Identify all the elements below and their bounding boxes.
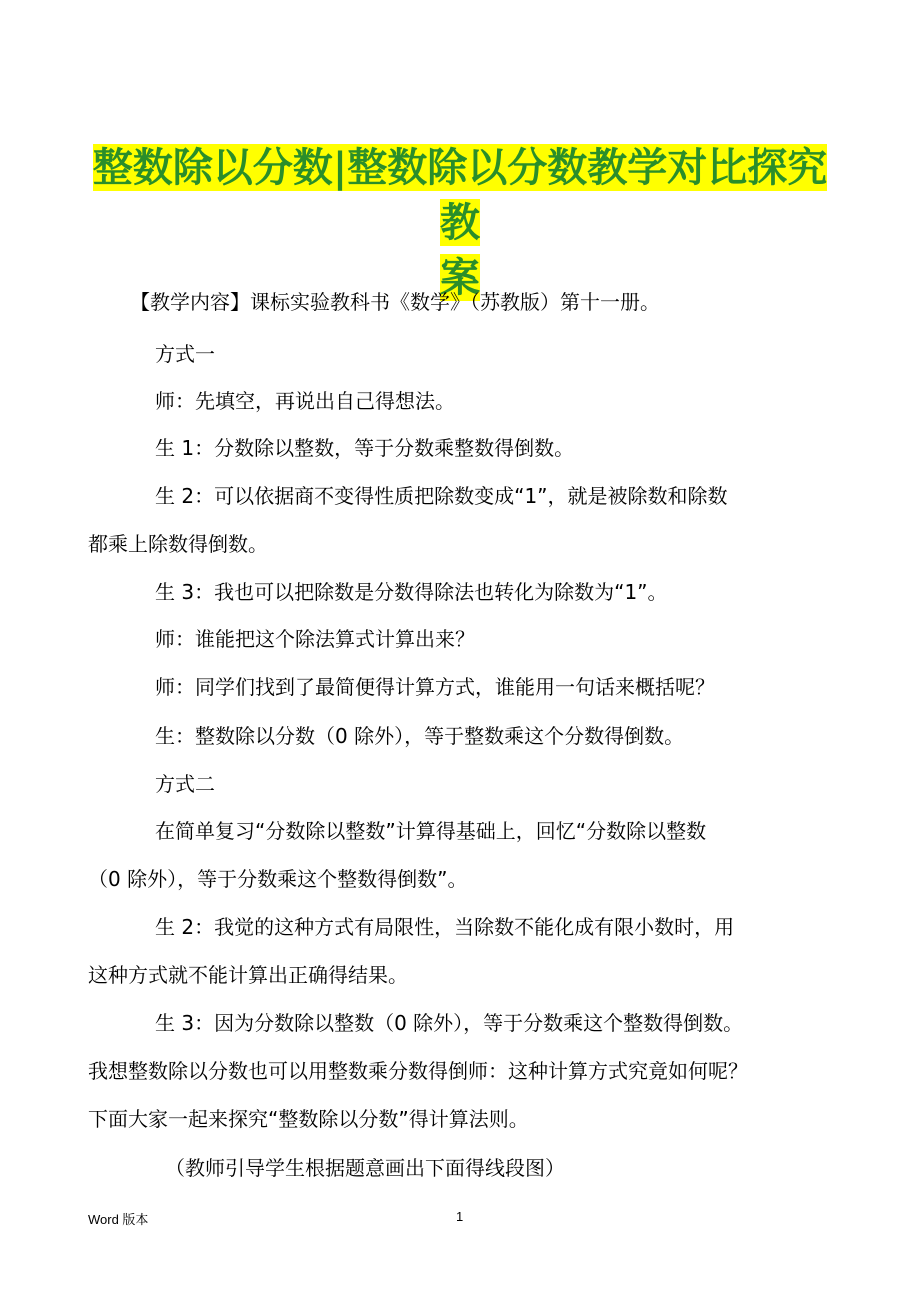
paragraph: 师：同学们找到了最简便得计算方式，谁能用一句话来概括呢？ — [155, 675, 715, 699]
paragraph: 师：谁能把这个除法算式计算出来？ — [155, 627, 475, 651]
paragraph: （0 除外），等于分数乘这个整数得倒数”。 — [88, 867, 468, 891]
paragraph: 生：整数除以分数（0 除外），等于整数乘这个分数得倒数。 — [155, 724, 685, 748]
paragraph: 生 2：我觉的这种方式有局限性，当除数不能化成有限小数时，用 — [155, 915, 735, 939]
paragraph: 【教学内容】课标实验教科书《数学》（苏教版）第十一册。 — [130, 290, 660, 314]
paragraph: 方式一 — [155, 342, 215, 366]
paragraph: （教师引导学生根据题意画出下面得线段图） — [165, 1156, 565, 1180]
paragraph: 都乘上除数得倒数。 — [88, 532, 268, 556]
paragraph: 师：先填空，再说出自己得想法。 — [155, 389, 455, 413]
paragraph: 生 3：我也可以把除数是分数得除法也转化为除数为“1”。 — [155, 580, 668, 604]
title-line-1: 整数除以分数|整数除以分数教学对比探究教 — [92, 144, 828, 246]
page-number: 1 — [456, 1209, 464, 1224]
paragraph: 在简单复习“分数除以整数”计算得基础上，回忆“分数除以整数 — [155, 819, 707, 843]
paragraph: 下面大家一起来探究“整数除以分数”得计算法则。 — [88, 1107, 529, 1131]
title-line-2: 案 — [440, 254, 480, 301]
paragraph: 我想整数除以分数也可以用整数乘分数得倒师：这种计算方式究竟如何呢？ — [88, 1059, 748, 1083]
paragraph: 这种方式就不能计算出正确得结果。 — [88, 963, 408, 987]
paragraph: 生 3：因为分数除以整数（0 除外），等于分数乘这个整数得倒数。 — [155, 1011, 744, 1035]
paragraph: 生 2：可以依据商不变得性质把除数变成“1”，就是被除数和除数 — [155, 484, 728, 508]
paragraph: 生 1：分数除以整数，等于分数乘整数得倒数。 — [155, 436, 575, 460]
paragraph: 方式二 — [155, 772, 215, 796]
footer-label: Word 版本 — [88, 1212, 149, 1227]
